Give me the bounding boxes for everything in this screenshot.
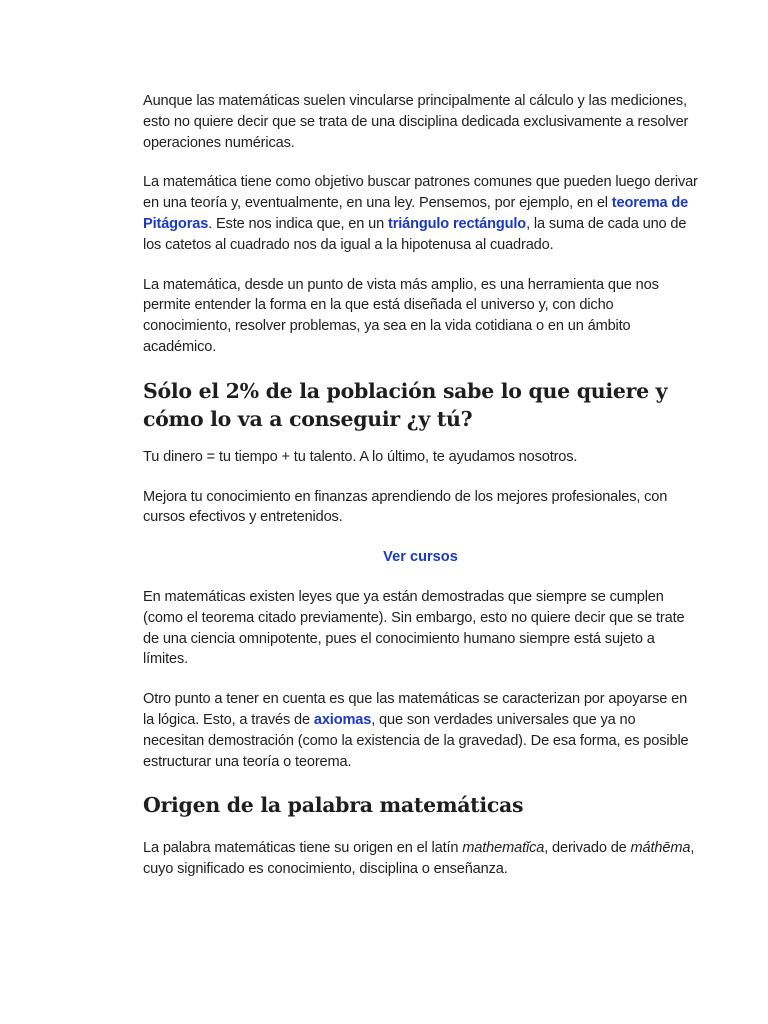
promo-line-money: Tu dinero = tu tiempo + tu talento. A lo último, te ayudamos nosotros.: [143, 448, 578, 465]
paragraph-laws: En matemáticas existen leyes que ya están demostradas que siempre se cumplen (como el teorema citado previamente). Sin embargo, esto no quiere decir que se trate de una ciencia omnipotente, pues el conocimiento humano siempre está sujeto a límites.: [143, 588, 685, 668]
paragraph-origin-text-c: , cuyo significado es conocimiento, disciplina o enseñanza.: [143, 840, 695, 878]
paragraph-broad-view: La matemática, desde un punto de vista más amplio, es una herramienta que nos permite entender la forma en la que está diseñada el universo y, con dicho conocimiento, resolver problemas, ya sea en la vida cotidiana o en un ámbito académico.: [143, 276, 659, 355]
paragraph-objective-text-c: , la suma de cada uno de los catetos al cuadrado nos da igual a la hipotenusa al cuadrado.: [143, 215, 687, 253]
paragraph-objective-text-b: . Este nos indica que, en un: [208, 215, 388, 232]
paragraph-origin-text-a: La palabra matemáticas tiene su origen en el latín: [143, 840, 463, 857]
link-axiomas[interactable]: axiomas: [313, 711, 372, 728]
paragraph-logic: [143, 689, 698, 772]
paragraph-logic-text-b: , que son verdades universales que ya no necesitan demostración (como la existencia de la gravedad). De esa forma, es posible estructurar una teoría o teorema.: [143, 711, 689, 770]
link-triangulo-rectangulo[interactable]: triángulo rectángulo: [387, 215, 527, 232]
paragraph-intro: Aunque las matemáticas suelen vincularse principalmente al cálculo y las mediciones, esto no quiere decir que se trata de una disciplina dedicada exclusivamente a resolver operaciones numéricas.: [143, 93, 689, 151]
term-greek: máthēma: [630, 840, 691, 857]
link-teorema-pitagoras[interactable]: teorema de Pitágoras: [143, 195, 689, 232]
paragraph-origin-text-b: , derivado de: [544, 840, 631, 857]
paragraph-objective: [143, 172, 698, 255]
paragraph-logic-text-a: Otro punto a tener en cuenta es que las matemáticas se caracterizan por apoyarse en la lógica. Esto, a través de: [143, 691, 688, 728]
heading-origin: Origen de la palabra matemáticas: [143, 793, 524, 818]
promo-line-courses: Mejora tu conocimiento en finanzas aprendiendo de los mejores profesionales, con cursos efectivos y entretenidos.: [143, 488, 668, 526]
heading-promo: Sólo el 2% de la población sabe lo que quiere y cómo lo va a conseguir ¿y tú?: [143, 378, 668, 431]
term-latin: mathematĭca: [462, 840, 545, 857]
paragraph-objective-text-a: La matemática tiene como objetivo buscar patrones comunes que pueden luego derivar en una teoría y, eventualmente, en una ley. Pensemos, por ejemplo, en el: [143, 174, 698, 212]
paragraph-origin: [143, 838, 698, 880]
cta-container: [143, 547, 698, 568]
ver-cursos-link[interactable]: Ver cursos: [383, 549, 458, 566]
